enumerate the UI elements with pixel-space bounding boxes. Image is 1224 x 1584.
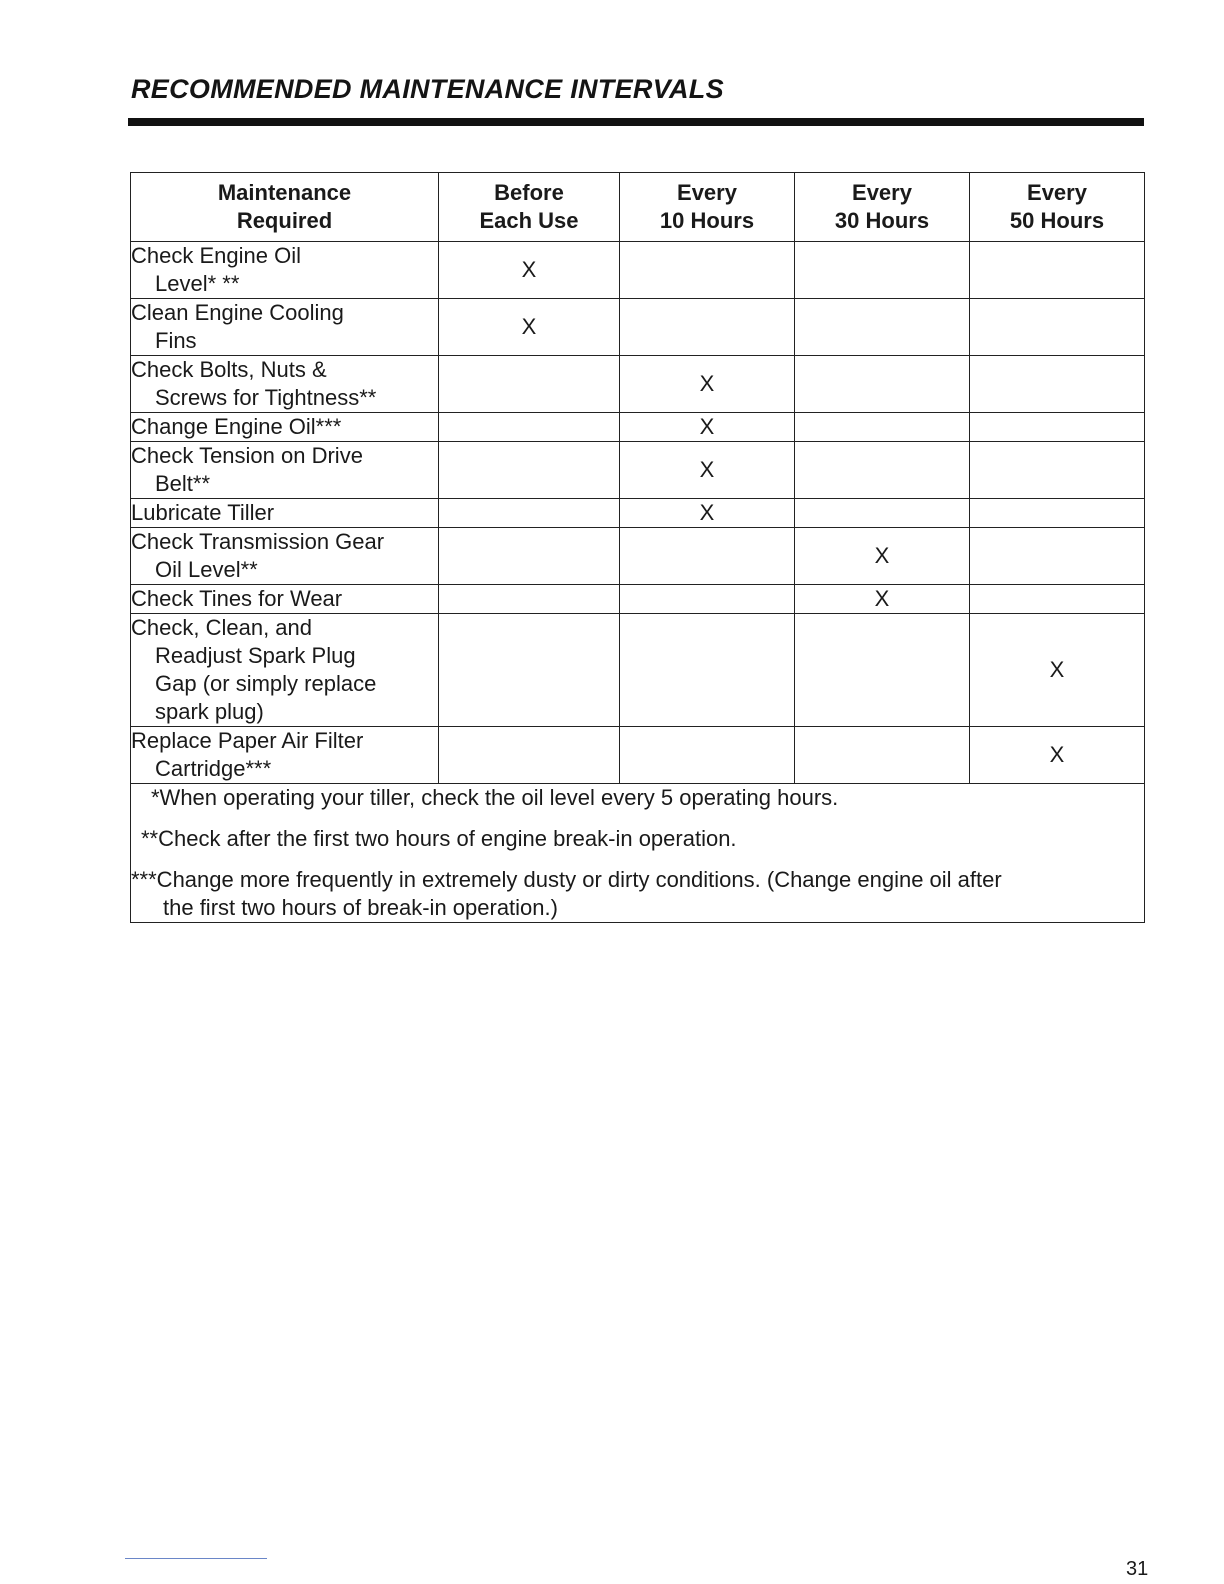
mark-before-each-use [439, 727, 620, 784]
mark-before-each-use [439, 442, 620, 499]
table-row [131, 356, 1145, 413]
task-cell: Replace Paper Air Filter Cartridge*** [131, 727, 439, 784]
header-every-30-hours: Every 30 Hours [795, 173, 970, 242]
header-every-50-hours: Every 50 Hours [970, 173, 1145, 242]
page-number: 31 [1126, 1558, 1149, 1580]
mark-before-each-use [439, 614, 620, 727]
table-row [131, 242, 1145, 299]
mark-every-50-hours [970, 585, 1145, 614]
mark-every-30-hours [795, 614, 970, 727]
task-cell: Check, Clean, and Readjust Spark Plug Gap (or simply replace spark plug) [131, 614, 439, 727]
mark-every-50-hours [970, 442, 1145, 499]
mark-every-30-hours [795, 727, 970, 784]
mark-before-each-use [439, 528, 620, 585]
mark-every-50-hours [970, 299, 1145, 356]
mark-every-50-hours [970, 242, 1145, 299]
mark-every-50-hours: X [970, 614, 1145, 727]
mark-every-50-hours: X [970, 727, 1145, 784]
header-row [131, 173, 1145, 242]
mark-every-30-hours [795, 499, 970, 528]
mark-every-30-hours [795, 413, 970, 442]
mark-every-30-hours: X [795, 585, 970, 614]
mark-every-10-hours [620, 242, 795, 299]
mark-every-10-hours [620, 614, 795, 727]
table-row [131, 499, 1145, 528]
mark-every-10-hours: X [620, 356, 795, 413]
mark-before-each-use: X [439, 242, 620, 299]
mark-every-10-hours: X [620, 499, 795, 528]
header-before-each-use: Before Each Use [439, 173, 620, 242]
footnote: ***Change more frequently in extremely dusty or dirty conditions. (Change engine oil after the first two hours of break-in operation.) [131, 867, 1002, 920]
mark-every-10-hours [620, 585, 795, 614]
task-cell: Check Bolts, Nuts & Screws for Tightness** [131, 356, 439, 413]
header-maintenance-required: Maintenance Required [131, 173, 439, 242]
mark-every-30-hours [795, 356, 970, 413]
table-row [131, 528, 1145, 585]
title-rule [128, 118, 1144, 126]
mark-before-each-use [439, 585, 620, 614]
mark-before-each-use [439, 499, 620, 528]
task-cell: Change Engine Oil*** [131, 413, 439, 442]
footnote: **Check after the first two hours of engine break-in operation. [141, 826, 737, 851]
task-cell: Clean Engine Cooling Fins [131, 299, 439, 356]
header-every-10-hours: Every 10 Hours [620, 173, 795, 242]
task-cell: Lubricate Tiller [131, 499, 439, 528]
mark-every-50-hours [970, 528, 1145, 585]
table-row [131, 727, 1145, 784]
table-row [131, 413, 1145, 442]
table-row [131, 585, 1145, 614]
mark-every-10-hours: X [620, 413, 795, 442]
mark-every-10-hours: X [620, 442, 795, 499]
footnotes [131, 784, 1145, 923]
mark-every-10-hours [620, 299, 795, 356]
table-row [131, 299, 1145, 356]
mark-every-10-hours [620, 528, 795, 585]
mark-every-30-hours [795, 242, 970, 299]
task-cell: Check Tines for Wear [131, 585, 439, 614]
footnote: *When operating your tiller, check the oil level every 5 operating hours. [151, 785, 839, 810]
task-cell: Check Tension on Drive Belt** [131, 442, 439, 499]
mark-every-30-hours: X [795, 528, 970, 585]
mark-every-10-hours [620, 727, 795, 784]
mark-before-each-use [439, 356, 620, 413]
table-row [131, 614, 1145, 727]
table-row [131, 442, 1145, 499]
maintenance-table [130, 172, 1145, 923]
mark-every-50-hours [970, 413, 1145, 442]
mark-every-30-hours [795, 442, 970, 499]
mark-before-each-use: X [439, 299, 620, 356]
mark-before-each-use [439, 413, 620, 442]
footer-rule [125, 1558, 267, 1559]
mark-every-50-hours [970, 356, 1145, 413]
notes-row [131, 784, 1145, 923]
mark-every-30-hours [795, 299, 970, 356]
task-cell: Check Transmission Gear Oil Level** [131, 528, 439, 585]
mark-every-50-hours [970, 499, 1145, 528]
task-cell: Check Engine Oil Level* ** [131, 242, 439, 299]
page-title: RECOMMENDED MAINTENANCE INTERVALS [131, 74, 724, 104]
